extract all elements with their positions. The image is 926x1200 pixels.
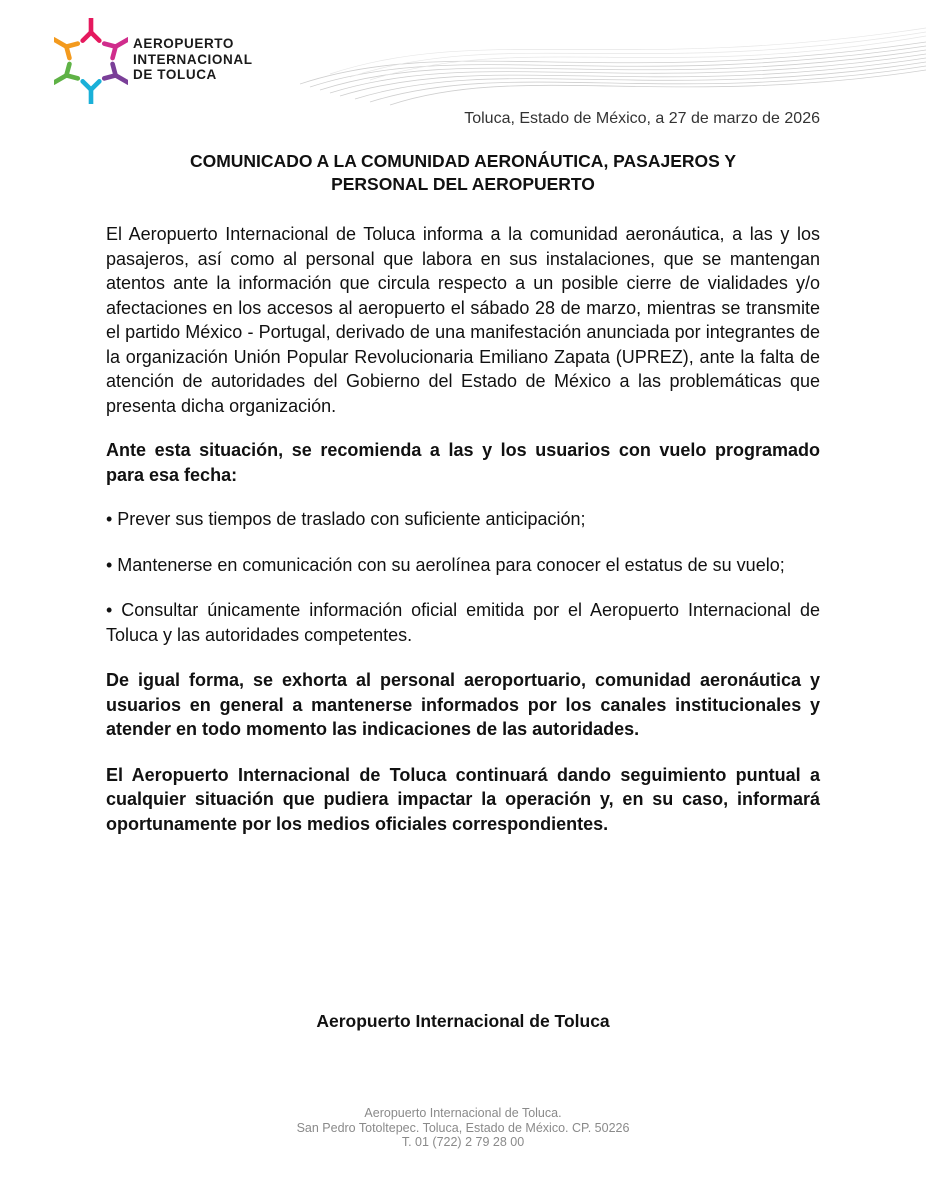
recommendation-paragraph: Ante esta situación, se recomienda a las y los usuarios con vuelo programado para esa fecha: xyxy=(106,440,820,485)
title-line: PERSONAL DEL AEROPUERTO xyxy=(331,174,595,194)
bullet-item: • Prever sus tiempos de traslado con suficiente anticipación; xyxy=(106,509,586,529)
footer-line: San Pedro Totoltepec. Toluca, Estado de México. CP. 50226 xyxy=(296,1120,630,1135)
bullet-item: • Mantenerse en comunicación con su aerolínea para conocer el estatus de su vuelo; xyxy=(106,554,785,575)
logo-wordmark xyxy=(133,36,253,83)
logo-line: INTERNACIONAL xyxy=(133,51,253,67)
logo-line: AEROPUERTO xyxy=(133,36,235,51)
footer-address xyxy=(263,1106,663,1150)
closing-paragraph: El Aeropuerto Internacional de Toluca continuará dando seguimiento puntual a cualquier situación que pudiera impactar la operación y, en su caso, informará oportunamente por los medios oficiales correspondientes. xyxy=(106,764,820,834)
bullet-item: • Consultar únicamente información oficial emitida por el Aeropuerto Internacional de Toluca y las autoridades competentes. xyxy=(106,600,820,645)
signature: Aeropuerto Internacional de Toluca xyxy=(316,1011,610,1031)
footer-line: Aeropuerto Internacional de Toluca. xyxy=(364,1106,562,1120)
intro-paragraph: El Aeropuerto Internacional de Toluca informa a la comunidad aeronáutica, a las y los pasajeros, así como al personal que labora en sus instalaciones, que se mantengan atentos ante la información que circula respecto a un posible cierre de vialidades y/o afectaciones en los accesos al aeropuerto el sábado 28 de marzo, mientras se transmite el partido México - Portugal, derivado de una manifestación anunciada por integrantes de la organización Unión Popular Revolucionaria Emiliano Zapata (UPREZ), ante la falta de atención de autoridades del Gobierno del Estado de México a las problemáticas que presenta dicha organización. xyxy=(106,224,820,416)
letterhead xyxy=(0,0,926,110)
title-line: COMUNICADO A LA COMUNIDAD AERONÁUTICA, PASAJEROS Y xyxy=(189,151,737,171)
document-date: Toluca, Estado de México, a 27 de marzo de 2026 xyxy=(464,110,820,127)
decorative-waves xyxy=(300,14,926,109)
document-title xyxy=(106,150,820,196)
footer-line: T. 01 (722) 2 79 28 00 xyxy=(401,1135,525,1149)
document-body xyxy=(106,222,820,836)
airport-logo-icon xyxy=(54,18,128,104)
exhortation-paragraph: De igual forma, se exhorta al personal aeroportuario, comunidad aeronáutica y usuarios en general a mantenerse informados por los canales institucionales y atender en todo momento las indicaciones de las autoridades. xyxy=(106,670,820,739)
logo-line: DE TOLUCA xyxy=(133,67,217,82)
